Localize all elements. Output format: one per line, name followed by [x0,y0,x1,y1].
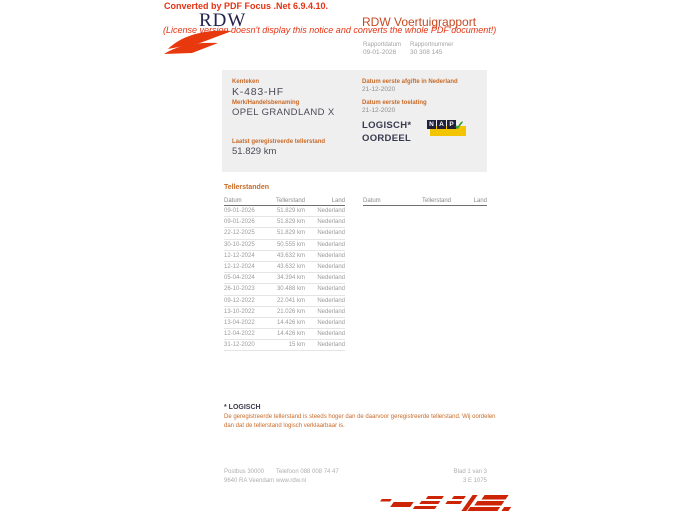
table-row [224,273,345,284]
cell-value: 43.632 km [276,252,305,259]
table-header [224,193,345,206]
cell-value: 14.426 km [276,319,305,326]
cell-country: Nederland [317,297,345,304]
verdict-line1: LOGISCH* [362,120,412,131]
column-header-date: Datum [363,198,381,204]
cell-value: 22.041 km [276,297,305,304]
first-admission-label: Datum eerste toelating [362,100,427,106]
footer-form-code: 3 E 1075 [462,478,487,484]
footnote-text: De geregistreerde tellerstand is steeds hoger dan de daarvoor geregistreerde tellerstand. Wij oordelen dan dat de tellerstand logisch verklaarbaar is. [224,414,496,429]
cell-country: Nederland [317,230,345,237]
table-row [224,228,345,239]
nap-letter-a: A [437,120,446,129]
nap-letter-p: P [447,120,456,129]
footer-paging [454,468,487,486]
cell-date: 12-12-2024 [224,264,255,271]
report-number-label: Rapportnummer [410,42,454,48]
column-header-country: Land [331,198,345,204]
first-issue-value: 21-12-2020 [362,86,396,93]
cell-date: 26-10-2023 [224,286,255,293]
cell-value: 51.829 km [276,208,305,215]
odometer-readings-table [224,193,345,351]
cell-value: 43.632 km [276,264,305,271]
cell-country: Nederland [317,308,345,315]
cell-country: Nederland [317,319,345,326]
license-plate-label: Kenteken [232,79,260,85]
table-row [224,240,345,251]
cell-date: 30-10-2025 [224,241,255,248]
cell-value: 51.829 km [276,230,305,237]
table-row [224,296,345,307]
nap-letter-n: N [427,120,436,129]
cell-value: 14.426 km [276,331,305,338]
odometer-readings-table-continued [363,193,487,206]
cell-value: 50.555 km [276,241,305,248]
column-header-odometer: Tellerstand [421,198,451,204]
rdw-speed-stripes-graphic [372,493,524,513]
table-row [224,340,345,351]
license-plate-value: K-483-HF [232,86,284,98]
report-number-value: 30 308 145 [410,49,443,56]
table-header [363,193,487,206]
nap-logo [427,120,469,138]
cell-country: Nederland [317,342,345,349]
license-notice: (License version doesn't display this notice and converts the whole PDF document!) [163,25,497,35]
cell-country: Nederland [317,252,345,259]
column-header-odometer: Tellerstand [275,198,305,204]
cell-date: 22-12-2025 [224,230,255,237]
report-date-label: Rapportdatum [363,42,402,48]
footer-address-line2: 9640 RA Veendam [224,478,275,484]
cell-value: 21.026 km [276,308,305,315]
odometer-label: Laatst geregistreerde tellerstand [232,139,326,145]
cell-country: Nederland [317,241,345,248]
table-row [224,318,345,329]
table-row [224,329,345,340]
table-row [224,307,345,318]
first-admission-value: 21-12-2020 [362,107,396,114]
conversion-notice: Converted by PDF Focus .Net 6.9.4.10. [164,1,329,11]
cell-date: 05-04-2024 [224,275,255,282]
cell-country: Nederland [317,219,345,226]
cell-value: 30.488 km [276,286,305,293]
table-row [224,262,345,273]
brand-value: OPEL GRANDLAND X [232,107,335,118]
report-date-value: 09-01-2026 [363,49,397,56]
cell-date: 12-04-2022 [224,331,255,338]
first-issue-label: Datum eerste afgifte in Nederland [362,79,458,85]
table-row [224,217,345,228]
table-body [224,206,345,351]
cell-country: Nederland [317,264,345,271]
column-header-country: Land [473,198,487,204]
nap-check-icon: ✓ [454,118,465,133]
vehicle-info-panel [222,70,487,172]
cell-value: 34.394 km [276,275,305,282]
report-title: RDW Voertuigrapport [362,15,477,29]
brand-label: Merk/Handelsbenaming [232,100,300,106]
readings-section-title: Tellerstanden [224,184,269,191]
cell-country: Nederland [317,208,345,215]
cell-date: 31-12-2020 [224,342,255,349]
cell-date: 09-12-2022 [224,297,255,304]
cell-date: 09-01-2026 [224,219,255,226]
rdw-logo-text: RDW [199,10,247,31]
footer-address-line1: Postbus 30000 [224,469,265,475]
cell-value: 15 km [288,342,305,349]
cell-value: 51.829 km [276,219,305,226]
footnote-title: * LOGISCH [224,404,261,411]
cell-date: 13-10-2022 [224,308,255,315]
table-row [224,284,345,295]
footer-phone: Telefoon 088 008 74 47 [276,469,339,475]
odometer-value: 51.829 km [232,146,277,157]
table-row [224,206,345,217]
verdict-line2: OORDEEL [362,133,412,144]
cell-country: Nederland [317,275,345,282]
cell-country: Nederland [317,331,345,338]
cell-date: 13-04-2022 [224,319,255,326]
footer-contact [276,468,339,486]
footer-website[interactable]: www.rdw.nl [276,478,307,484]
column-header-date: Datum [224,198,242,204]
table-row [224,251,345,262]
footer-page-number: Blad 1 van 3 [453,469,487,475]
cell-date: 09-01-2026 [224,208,255,215]
footer-address [224,468,274,486]
cell-date: 12-12-2024 [224,252,255,259]
cell-country: Nederland [317,286,345,293]
